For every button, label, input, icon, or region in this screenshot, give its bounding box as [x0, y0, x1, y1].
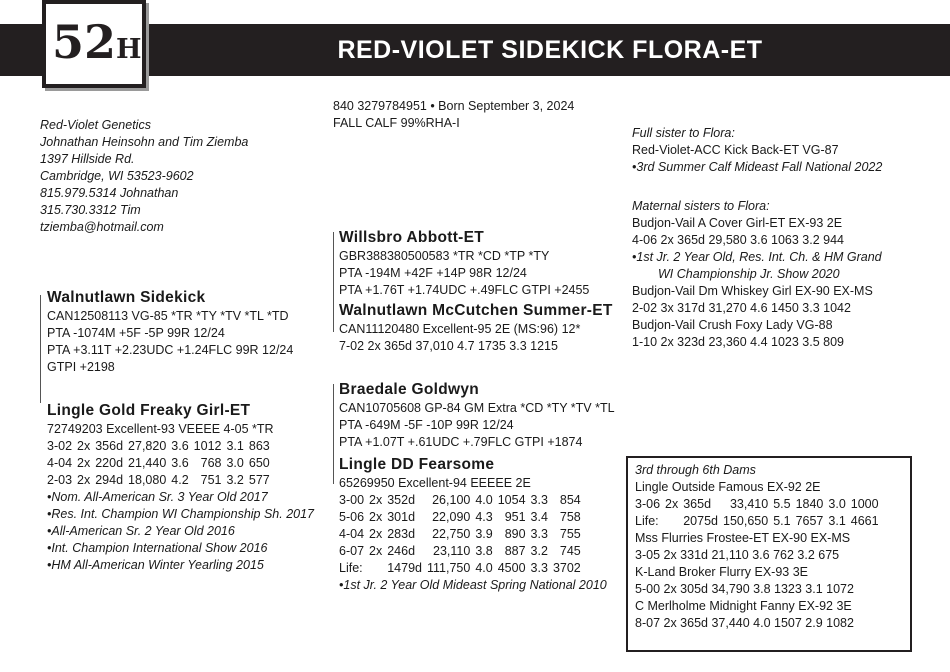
consignor-line: Cambridge, WI 53523-9602 [40, 169, 194, 183]
table-row [47, 472, 275, 489]
dam-dam-records-table [339, 492, 586, 577]
dam-records-table [47, 438, 275, 489]
record-milk: 33,410 [729, 497, 769, 511]
record-fat-pct: 3.9 [475, 527, 493, 541]
consignor-line: 1397 Hillside Rd. [40, 152, 135, 166]
table-row [339, 509, 586, 526]
record-protein-pct: 3.0 [226, 456, 244, 470]
record-milkings [369, 560, 387, 577]
lot-number-suffix: H [116, 34, 142, 65]
record-days: 352d [387, 493, 416, 507]
record-age: 4-04 [339, 527, 365, 541]
record-age: Life: [339, 561, 363, 575]
dam-sire-detail: PTA +1.07T +.61UDC +.79FLC GTPI +1874 [339, 435, 583, 449]
sire-parents-bracket-line [333, 232, 334, 332]
consignor-line: Johnathan Heinsohn and Tim Ziemba [40, 135, 249, 149]
record-milk: 18,080 [128, 473, 167, 487]
record-fat: 4500 [497, 561, 526, 575]
record-age: Life: [635, 514, 659, 528]
record-milkings [665, 513, 683, 530]
record-milk: 21,440 [128, 456, 167, 470]
record-protein-pct: 3.3 [530, 561, 548, 575]
record-days: 365d [683, 497, 712, 511]
dam-dam-honor: •1st Jr. 2 Year Old Mideast Spring National 2010 [339, 578, 607, 592]
table-row [635, 496, 884, 513]
record-milkings: 2x [369, 544, 383, 558]
dam-sire-detail: CAN10705608 GP-84 GM Extra *CD *TY *TV *TL [339, 401, 615, 415]
dam-dam-block [339, 455, 607, 594]
sire-dam-block [339, 301, 613, 355]
record-protein-pct: 3.1 [828, 514, 846, 528]
record-protein: 863 [248, 439, 270, 453]
consignor-block [40, 117, 248, 236]
sire-detail: PTA -1074M +5F -5P 99R 12/24 [47, 326, 225, 340]
dam-dam-name: Lingle DD Fearsome [339, 456, 495, 473]
record-fat: 890 [504, 527, 526, 541]
full-sister-note: •3rd Summer Calf Mideast Fall National 2022 [632, 160, 883, 174]
animal-info [333, 98, 574, 132]
record-protein: 745 [559, 544, 581, 558]
record-fat: 887 [504, 544, 526, 558]
record-protein: 755 [559, 527, 581, 541]
dam-honor: •Res. Int. Champion WI Championship Sh. 2017 [47, 507, 315, 521]
record-fat-pct: 5.5 [773, 497, 791, 511]
sixth-dam-name: C Merlholme Midnight Fanny EX-92 3E [635, 599, 852, 613]
record-protein-pct: 3.2 [530, 544, 548, 558]
table-row [635, 513, 884, 530]
fifth-dam-name: K-Land Broker Flurry EX-93 3E [635, 565, 808, 579]
sire-name: Walnutlawn Sidekick [47, 289, 206, 306]
page-title: RED-VIOLET SIDEKICK FLORA-ET [337, 36, 763, 64]
record-milkings: 2x [369, 493, 383, 507]
record-fat: 7657 [795, 514, 824, 528]
record-fat: 768 [200, 456, 222, 470]
record-milk: 27,820 [128, 439, 167, 453]
sire-block [47, 288, 293, 376]
record-protein-pct: 3.1 [226, 439, 244, 453]
table-row [339, 492, 586, 509]
sire-sire-name: Willsbro Abbott-ET [339, 229, 485, 246]
record-age: 3-00 [339, 493, 365, 507]
record-milkings: 2x [77, 473, 91, 487]
table-row [47, 455, 275, 472]
record-age: 3-02 [47, 439, 73, 453]
dams-box [626, 456, 912, 652]
record-milkings: 2x [77, 439, 91, 453]
record-protein-pct: 3.0 [828, 497, 846, 511]
record-days: 246d [387, 544, 416, 558]
consignor-line: 315.730.3312 Tim [40, 203, 141, 217]
record-fat-pct: 5.1 [773, 514, 791, 528]
record-protein-pct: 3.3 [530, 527, 548, 541]
record-days: 294d [95, 473, 124, 487]
sire-dam-detail: 7-02 2x 365d 37,010 4.7 1735 3.3 1215 [339, 339, 558, 353]
record-fat-pct: 4.0 [475, 561, 493, 575]
dam-honor: •All-American Sr. 2 Year Old 2016 [47, 524, 235, 538]
fifth-dam-record: 5-00 2x 305d 34,790 3.8 1323 3.1 1072 [635, 582, 854, 596]
sire-sire-detail: PTA -194M +42F +14P 98R 12/24 [339, 266, 527, 280]
record-fat: 951 [504, 510, 526, 524]
maternal-sister-name: Budjon-Vail Crush Foxy Lady VG-88 [632, 318, 833, 332]
record-fat: 1840 [795, 497, 824, 511]
dam-honor: •HM All-American Winter Yearling 2015 [47, 558, 264, 572]
sire-sire-block [339, 228, 589, 299]
full-sister-block [632, 125, 882, 176]
record-fat: 1054 [497, 493, 526, 507]
dam-sire-block [339, 380, 615, 451]
record-fat: 751 [200, 473, 222, 487]
table-row [339, 543, 586, 560]
sire-sire-detail: GBR388380500583 *TR *CD *TP *TY [339, 249, 550, 263]
third-dam-records-table [635, 496, 884, 530]
record-fat-pct: 4.2 [171, 473, 189, 487]
record-days: 356d [95, 439, 124, 453]
sire-detail: CAN12508113 VG-85 *TR *TY *TV *TL *TD [47, 309, 289, 323]
lot-number [52, 14, 142, 78]
fourth-dam-record: 3-05 2x 331d 21,110 3.6 762 3.2 675 [635, 548, 840, 562]
record-milk: 22,090 [432, 510, 471, 524]
record-days: 283d [387, 527, 416, 541]
record-fat: 1012 [193, 439, 222, 453]
record-protein: 1000 [850, 497, 879, 511]
dams-box-heading: 3rd through 6th Dams [635, 463, 756, 477]
record-fat-pct: 3.6 [171, 456, 189, 470]
record-days: 1479d [387, 561, 422, 575]
maternal-sister-note: WI Championship Jr. Show 2020 [658, 267, 840, 281]
record-fat-pct: 4.0 [475, 493, 493, 507]
maternal-sisters-heading: Maternal sisters to Flora: [632, 199, 770, 213]
consignor-line: Red-Violet Genetics [40, 118, 151, 132]
fourth-dam-name: Mss Flurries Frostee-ET EX-90 EX-MS [635, 531, 851, 545]
dam-name: Lingle Gold Freaky Girl-ET [47, 402, 251, 419]
record-fat-pct: 3.8 [475, 544, 493, 558]
maternal-sister-note: •1st Jr. 2 Year Old, Res. Int. Ch. & HM Grand [632, 250, 882, 264]
record-protein: 4661 [850, 514, 879, 528]
dam-block [47, 401, 314, 574]
record-milk: 23,110 [433, 544, 471, 558]
record-age: 3-06 [635, 497, 661, 511]
record-protein-pct: 3.2 [226, 473, 244, 487]
lot-number-digits: 52 [52, 15, 117, 69]
full-sister-name: Red-Violet-ACC Kick Back-ET VG-87 [632, 143, 839, 157]
class-genomic: FALL CALF 99%RHA-I [333, 116, 460, 130]
maternal-sister-name: Budjon-Vail Dm Whiskey Girl EX-90 EX-MS [632, 284, 873, 298]
record-protein: 3702 [552, 561, 581, 575]
dam-sire-name: Braedale Goldwyn [339, 381, 480, 398]
record-milk: 111,750 [427, 561, 471, 575]
table-row [339, 526, 586, 543]
record-fat-pct: 3.6 [171, 439, 189, 453]
table-row [47, 438, 275, 455]
dam-dam-id-line: 65269950 Excellent-94 EEEEE 2E [339, 476, 531, 490]
maternal-sister-record: 4-06 2x 365d 29,580 3.6 1063 3.2 944 [632, 233, 844, 247]
record-milk: 22,750 [432, 527, 471, 541]
record-age: 6-07 [339, 544, 365, 558]
dam-parents-bracket-line [333, 384, 334, 484]
record-protein: 758 [559, 510, 581, 524]
third-dam-name: Lingle Outside Famous EX-92 2E [635, 480, 821, 494]
sire-detail: PTA +3.11T +2.23UDC +1.24FLC 99R 12/24 [47, 343, 294, 357]
dam-sire-detail: PTA -649M -5F -10P 99R 12/24 [339, 418, 514, 432]
maternal-sister-record: 1-10 2x 323d 23,360 4.4 1023 3.5 809 [632, 335, 844, 349]
consignor-line: 815.979.5314 Johnathan [40, 186, 179, 200]
dam-honor: •Int. Champion International Show 2016 [47, 541, 268, 555]
table-row [339, 560, 586, 577]
record-age: 2-03 [47, 473, 73, 487]
dam-honor: •Nom. All-American Sr. 3 Year Old 2017 [47, 490, 268, 504]
sire-sire-detail: PTA +1.76T +1.74UDC +.49FLC GTPI +2455 [339, 283, 590, 297]
record-milk: 150,650 [723, 514, 769, 528]
record-protein-pct: 3.3 [530, 493, 548, 507]
record-milkings: 2x [369, 510, 383, 524]
record-milkings: 2x [665, 497, 679, 511]
sixth-dam-record: 8-07 2x 365d 37,440 4.0 1507 2.9 1082 [635, 616, 854, 630]
sire-detail: GTPI +2198 [47, 360, 115, 374]
record-age: 5-06 [339, 510, 365, 524]
record-days: 220d [95, 456, 124, 470]
sire-dam-detail: CAN11120480 Excellent-95 2E (MS:96) 12* [339, 322, 581, 336]
record-age: 4-04 [47, 456, 73, 470]
sire-dam-name: Walnutlawn McCutchen Summer-ET [339, 302, 613, 319]
maternal-sister-name: Budjon-Vail A Cover Girl-ET EX-93 2E [632, 216, 843, 230]
record-days: 301d [387, 510, 416, 524]
record-milkings: 2x [77, 456, 91, 470]
record-protein: 854 [559, 493, 581, 507]
sire-bracket-line [40, 295, 41, 403]
consignor-line: tziemba@hotmail.com [40, 220, 164, 234]
maternal-sister-record: 2-02 3x 317d 31,270 4.6 1450 3.3 1042 [632, 301, 851, 315]
dam-id-line: 72749203 Excellent-93 VEEEE 4-05 *TR [47, 422, 274, 436]
record-protein-pct: 3.4 [530, 510, 548, 524]
maternal-sisters-block [632, 198, 882, 351]
registration-birthdate: 840 3279784951 • Born September 3, 2024 [333, 99, 575, 113]
record-milkings: 2x [369, 527, 383, 541]
record-fat-pct: 4.3 [475, 510, 493, 524]
full-sister-heading: Full sister to Flora: [632, 126, 735, 140]
record-milk: 26,100 [432, 493, 471, 507]
record-days: 2075d [683, 514, 718, 528]
record-protein: 650 [248, 456, 270, 470]
record-protein: 577 [248, 473, 270, 487]
